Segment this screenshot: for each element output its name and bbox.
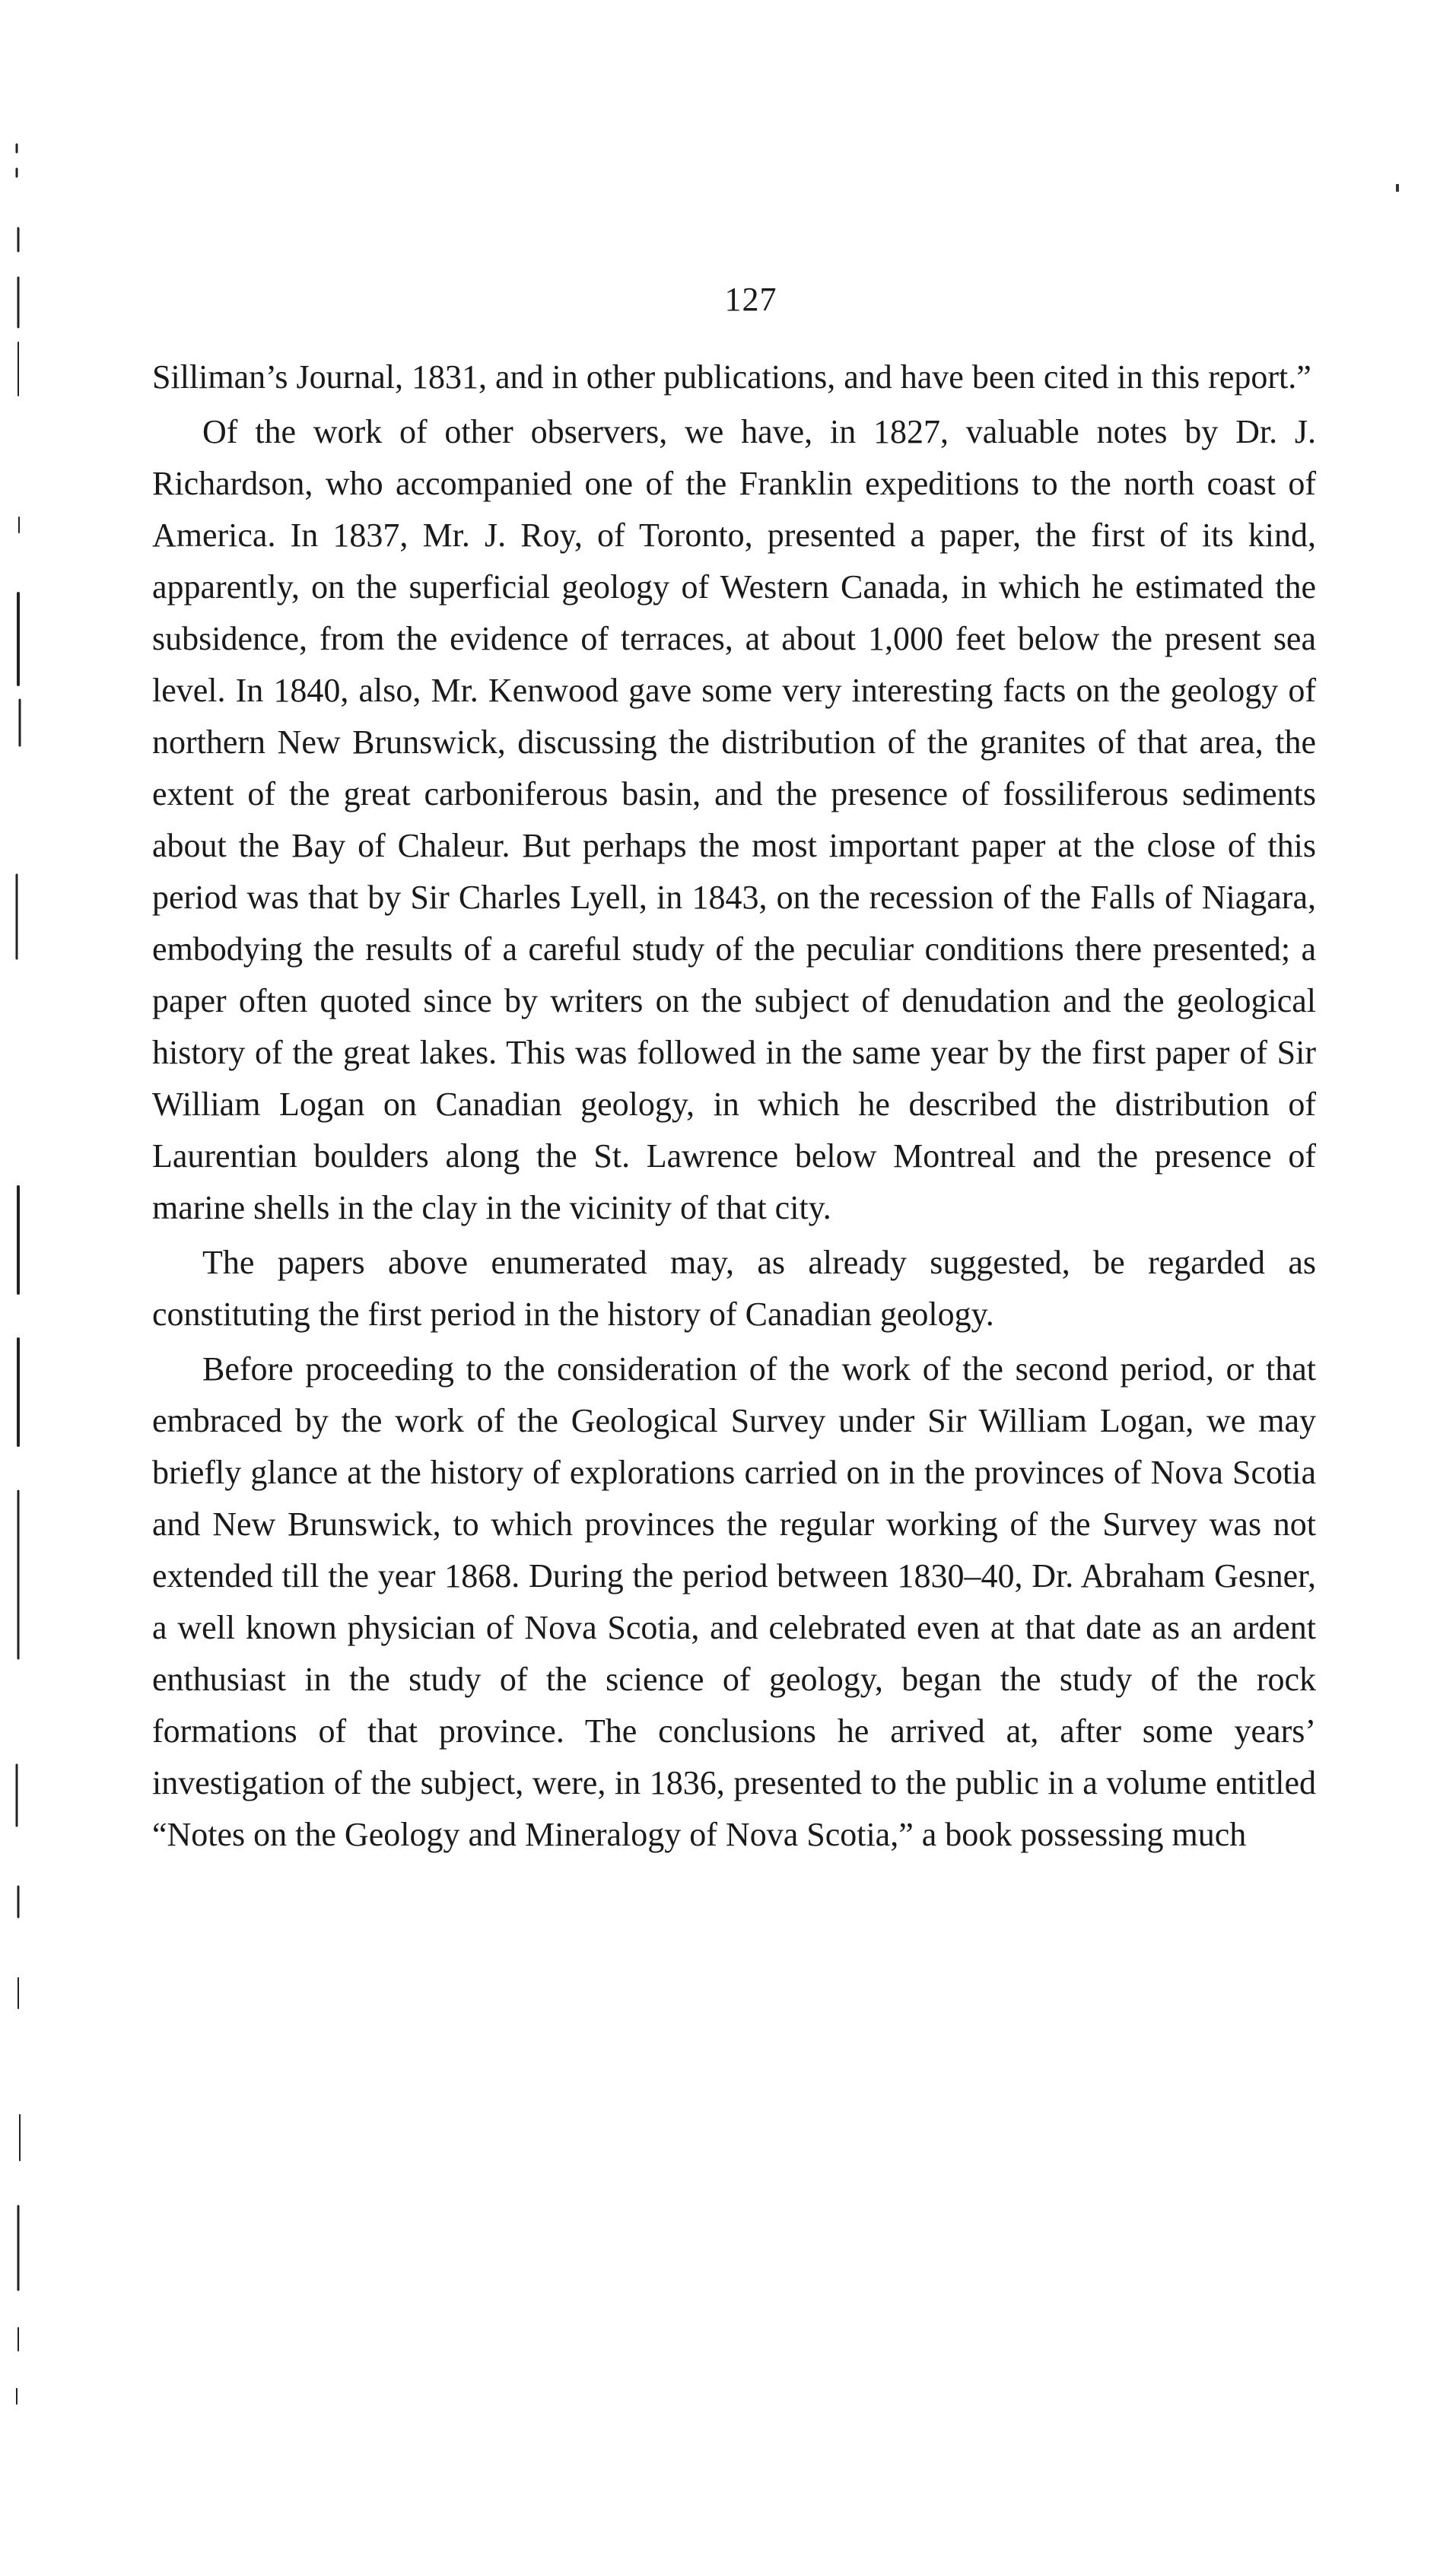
paragraph-2: Of the work of other observers, we have, in 1827, valuable notes by Dr. J. Richardson, who accompanied one of the Franklin expeditions to the north coast of America. In 1837, Mr. J. Roy, of Toronto, presented a paper, the first of its kind, apparently, on the superficial geology of Western Canada, in which he estimated the subsidence, from the evidence of terraces, at about 1,000 feet below the present sea level. In 1840, also, Mr. Kenwood gave some very interesting facts on the geology of northern New Brunswick, discussing the distribution of the granites of that area, the extent of the great carboniferous basin, and the presence of fossiliferous sediments about the Bay of Chaleur. But perhaps the most important paper at the close of this period was that by Sir Charles Lyell, in 1843, on the recession of the Falls of Niagara, embodying the results of a careful study of the peculiar conditions there presented; a paper often quoted since by writers on the subject of denudation and the geological history of the great lakes. This was followed in the same year by the first paper of Sir William Logan on Canadian geology, in which he described the distribution of Laurentian boulders along the St. Lawrence below Montreal and the presence of marine shells in the clay in the vicinity of that city. [152, 413, 1316, 1226]
paragraph-1: Silliman’s Journal, 1831, and in other publications, and have been cited in this report.” [152, 358, 1311, 396]
scan-speck [1396, 184, 1399, 192]
paragraph-4: Before proceeding to the consideration of the work of the second period, or that embraced by the work of the Geological Survey under Sir William Logan, we may briefly glance at the history of explorations carried on in the provinces of Nova Scotia and New Brunswick, to which provinces the regular working of the Survey was not extended till the year 1868. During the period between 1830–40, Dr. Abraham Gesner, a well known physician of Nova Scotia, and celebrated even at that date as an ardent enthusiast in the study of the science of geology, began the study of the rock formations of that province. The conclusions he arrived at, after some years’ investigation of the subject, were, in 1836, presented to the public in a volume entitled “Notes on the Geology and Mineralogy of Nova Scotia,” a book possessing much [152, 1350, 1316, 1853]
body-text [152, 351, 1316, 1864]
page-number: 127 [724, 281, 777, 318]
paragraph-3: The papers above enumerated may, as already suggested, be regarded as constituting the first period in the history of Canadian geology. [152, 1244, 1316, 1333]
scan-margin-marks [0, 0, 46, 2553]
